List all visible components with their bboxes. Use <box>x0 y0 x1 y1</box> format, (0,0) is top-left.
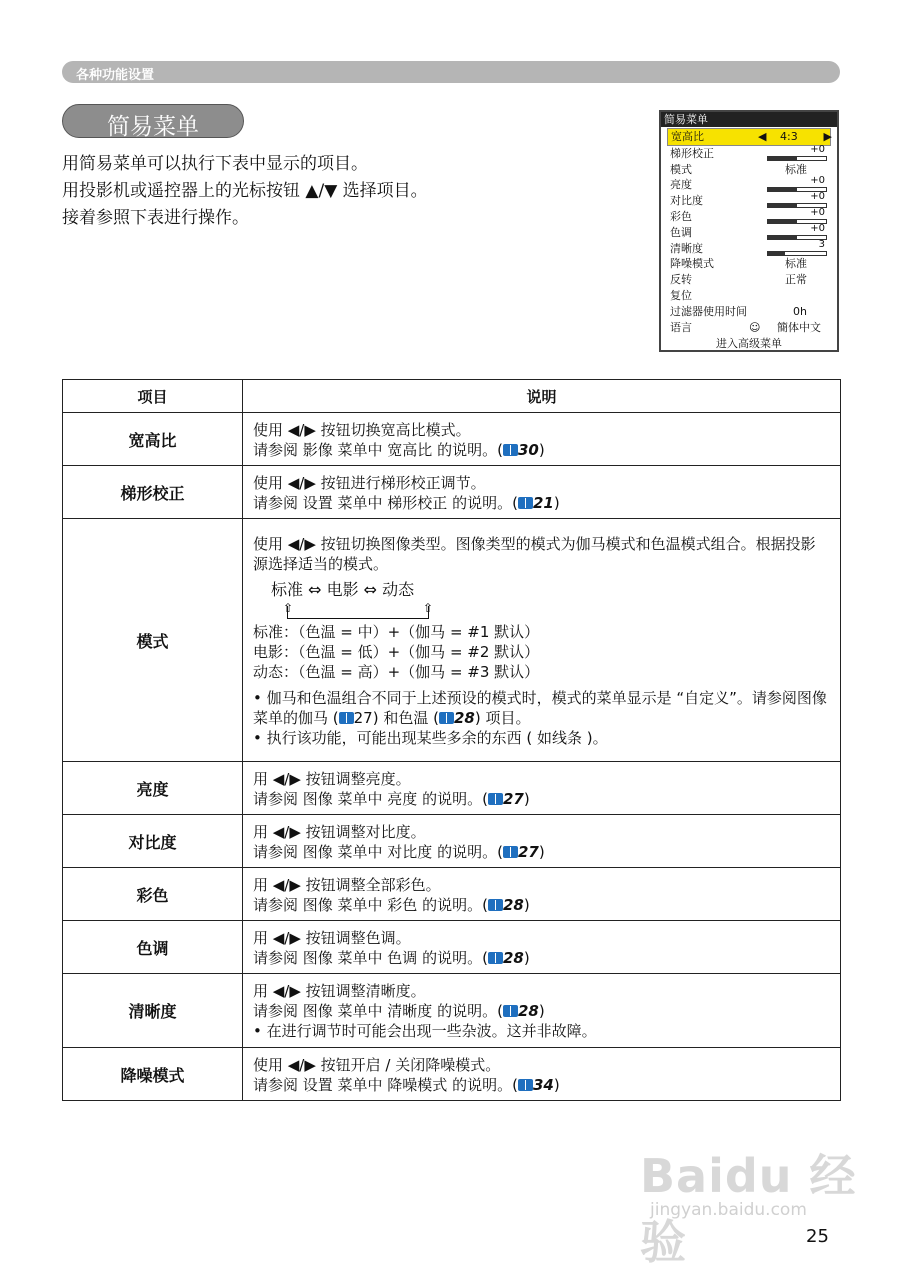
intro-text <box>62 151 428 232</box>
desc-line <box>253 1001 830 1021</box>
desc-text: ) <box>523 895 530 914</box>
osd-label: 反转 <box>670 273 692 287</box>
item-name: 梯形校正 <box>63 466 243 519</box>
desc-line <box>253 493 830 513</box>
intro-line: 用投影机或遥控器上的光标按钮 ▲/▼ 选择项目。 <box>62 181 428 201</box>
osd-label: 清晰度 <box>670 241 703 255</box>
page-ref: 27 <box>353 708 373 727</box>
item-description <box>243 519 841 762</box>
item-description <box>243 921 841 974</box>
table-row <box>63 519 841 762</box>
page-title: 简易菜单 <box>107 114 199 140</box>
book-icon <box>339 712 354 724</box>
item-description <box>243 974 841 1048</box>
desc-text: ) 和色温 ( <box>372 708 439 727</box>
osd-number: 3 <box>818 238 825 250</box>
book-icon <box>518 497 533 509</box>
page-ref: 27 <box>502 789 524 808</box>
item-name: 宽高比 <box>63 413 243 466</box>
item-name: 亮度 <box>63 762 243 815</box>
item-description <box>243 868 841 921</box>
page-title-pill <box>62 104 244 138</box>
desc-line: 用 ◀/▶ 按钮调整亮度。 <box>253 769 411 788</box>
desc-text: 请参阅 影像 菜单中 宽高比 的说明。( <box>253 440 503 459</box>
desc-text: ) <box>523 789 530 808</box>
item-name: 色调 <box>63 921 243 974</box>
book-icon <box>503 444 518 456</box>
desc-text: 请参阅 图像 菜单中 色调 的说明。( <box>253 948 488 967</box>
osd-label: 过滤器使用时间 <box>670 304 747 318</box>
osd-footer: 进入高级菜单 <box>716 337 782 351</box>
table-row <box>63 815 841 868</box>
desc-text: 请参阅 图像 菜单中 对比度 的说明。( <box>253 842 503 861</box>
osd-value: 0h <box>793 304 807 318</box>
page-ref: 30 <box>517 440 539 459</box>
item-name: 降噪模式 <box>63 1048 243 1101</box>
book-icon <box>488 952 503 964</box>
item-name: 彩色 <box>63 868 243 921</box>
item-description <box>243 466 841 519</box>
book-icon <box>488 793 503 805</box>
desc-note: • 执行该功能，可能出现某些多余的东西 ( 如线条 )。 <box>253 728 608 747</box>
desc-text: ) <box>538 1002 545 1020</box>
mode-cycle-loop <box>283 600 433 620</box>
col-header-desc: 说明 <box>243 380 841 413</box>
desc-line: 使用 ◀/▶ 按钮开启 / 关闭降噪模式。 <box>253 1055 501 1074</box>
osd-row-reset <box>661 288 837 304</box>
item-description <box>243 1048 841 1101</box>
desc-text: ) <box>538 440 545 459</box>
table-row <box>63 921 841 974</box>
up-arrow-icon: ⇧ <box>283 600 294 615</box>
mode-line: 动态：（色温 = 高）+（伽马 = #3 默认） <box>253 662 540 681</box>
osd-label: 亮度 <box>670 178 692 192</box>
desc-note <box>253 688 830 728</box>
desc-text: 请参阅 设置 菜单中 梯形校正 的说明。( <box>253 493 518 512</box>
book-icon <box>503 846 518 858</box>
table-row <box>63 868 841 921</box>
item-name: 清晰度 <box>63 974 243 1048</box>
watermark-logo: Baidu 经验 <box>640 1149 857 1269</box>
osd-number: +0 <box>810 206 825 218</box>
osd-value: 标准 <box>785 162 807 176</box>
osd-number: +0 <box>810 191 825 203</box>
desc-text: ) <box>553 1075 560 1094</box>
osd-number: +0 <box>810 222 825 234</box>
osd-row-tint <box>661 222 837 241</box>
section-header-bar <box>62 61 840 83</box>
watermark-url: jingyan.baidu.com <box>650 1200 807 1220</box>
osd-value: 正常 <box>785 273 807 287</box>
osd-label: 梯形校正 <box>670 146 714 160</box>
item-description <box>243 815 841 868</box>
desc-line <box>253 842 830 862</box>
osd-row-aspect <box>667 128 831 146</box>
up-arrow-icon: ⇧ <box>423 600 434 615</box>
table-row <box>63 1048 841 1101</box>
item-name: 对比度 <box>63 815 243 868</box>
desc-line: 使用 ◀/▶ 按钮切换图像类型。图像类型的模式为伽马模式和色温模式组合。根据投影源选择适当的模式。 <box>253 534 816 573</box>
osd-label: 复位 <box>670 288 692 302</box>
osd-label: 宽高比 <box>671 130 704 143</box>
osd-number: +0 <box>810 175 825 187</box>
desc-line: 使用 ◀/▶ 按钮切换宽高比模式。 <box>253 420 471 439</box>
page-ref: 21 <box>532 493 554 512</box>
col-header-item: 项目 <box>63 380 243 413</box>
desc-note: • 在进行调节时可能会出现一些杂波。这并非故障。 <box>253 1022 597 1040</box>
left-arrow-icon: ◀ <box>758 130 767 143</box>
desc-line <box>253 1075 830 1095</box>
desc-text: ) 项目。 <box>474 708 531 727</box>
osd-title: 简易菜单 <box>661 112 837 127</box>
desc-text: 请参阅 图像 菜单中 彩色 的说明。( <box>253 895 488 914</box>
osd-row-language <box>661 320 837 336</box>
osd-label: 色调 <box>670 225 692 239</box>
desc-line: 用 ◀/▶ 按钮调整对比度。 <box>253 822 426 841</box>
desc-line <box>253 789 830 809</box>
osd-label: 模式 <box>670 162 692 176</box>
table-row <box>63 413 841 466</box>
page-ref: 27 <box>517 842 539 861</box>
desc-line <box>253 948 830 968</box>
book-icon <box>488 899 503 911</box>
table-header-row <box>63 380 841 413</box>
desc-line <box>253 440 830 460</box>
mode-definitions <box>253 622 830 682</box>
book-icon <box>503 1005 518 1017</box>
item-description <box>243 413 841 466</box>
desc-text: • 伽马和色温组合不同于上述预设的模式时，模式的菜单显示是 “自定义”。请参阅图像菜单的伽马 ( <box>253 688 827 727</box>
osd-value: 4:3 <box>780 130 798 143</box>
intro-line: 用简易菜单可以执行下表中显示的项目。 <box>62 154 368 174</box>
section-title: 各种功能设置 <box>76 68 155 83</box>
page-ref: 28 <box>502 948 524 967</box>
desc-text: 请参阅 图像 菜单中 清晰度 的说明。( <box>253 1002 503 1020</box>
osd-row-sharpness <box>661 238 837 257</box>
osd-number: +0 <box>810 143 825 155</box>
intro-line: 接着参照下表进行操作。 <box>62 208 249 228</box>
osd-row-nr <box>661 256 837 272</box>
desc-text: ) <box>538 842 545 861</box>
osd-value: 簡体中文 <box>777 320 821 334</box>
desc-line: 用 ◀/▶ 按钮调整全部彩色。 <box>253 875 441 894</box>
desc-text: ) <box>523 948 530 967</box>
book-icon <box>518 1079 533 1091</box>
right-arrow-icon: ▶ <box>823 130 832 143</box>
osd-label: 彩色 <box>670 209 692 223</box>
desc-text: ) <box>553 493 560 512</box>
osd-slider <box>767 156 827 161</box>
osd-slider <box>767 251 827 256</box>
item-description <box>243 762 841 815</box>
desc-text: 请参阅 设置 菜单中 降噪模式 的说明。( <box>253 1075 518 1094</box>
desc-line: 使用 ◀/▶ 按钮进行梯形校正调节。 <box>253 473 486 492</box>
osd-value: 标准 <box>785 257 807 271</box>
table-row <box>63 762 841 815</box>
desc-line: 用 ◀/▶ 按钮调整清晰度。 <box>253 982 426 1000</box>
page-number: 25 <box>806 1226 829 1247</box>
desc-text: 请参阅 图像 菜单中 亮度 的说明。( <box>253 789 488 808</box>
page-ref: 28 <box>502 895 524 914</box>
desc-line: 用 ◀/▶ 按钮调整色调。 <box>253 928 411 947</box>
book-icon <box>439 712 454 724</box>
menu-items-table <box>62 379 841 1101</box>
page-ref: 34 <box>532 1075 554 1094</box>
osd-label: 降噪模式 <box>670 257 714 271</box>
osd-row-keystone <box>661 143 837 162</box>
table-row <box>63 466 841 519</box>
osd-row-mirror <box>661 272 837 288</box>
table-row <box>63 974 841 1048</box>
page-ref: 28 <box>517 1002 539 1020</box>
desc-line <box>253 895 830 915</box>
osd-easy-menu <box>659 110 839 352</box>
page-ref: 28 <box>453 708 475 727</box>
osd-label: 对比度 <box>670 194 703 208</box>
mode-line: 标准：（色温 = 中）+（伽马 = #1 默认） <box>253 622 540 641</box>
mode-cycle: 标准 ⇔ 电影 ⇔ 动态 <box>271 579 415 599</box>
mode-line: 电影：（色温 = 低）+（伽马 = #2 默认） <box>253 642 540 661</box>
language-icon: ☺ <box>749 320 761 334</box>
item-name: 模式 <box>63 519 243 762</box>
osd-label: 语言 <box>670 320 692 334</box>
osd-row-filter <box>661 304 837 320</box>
